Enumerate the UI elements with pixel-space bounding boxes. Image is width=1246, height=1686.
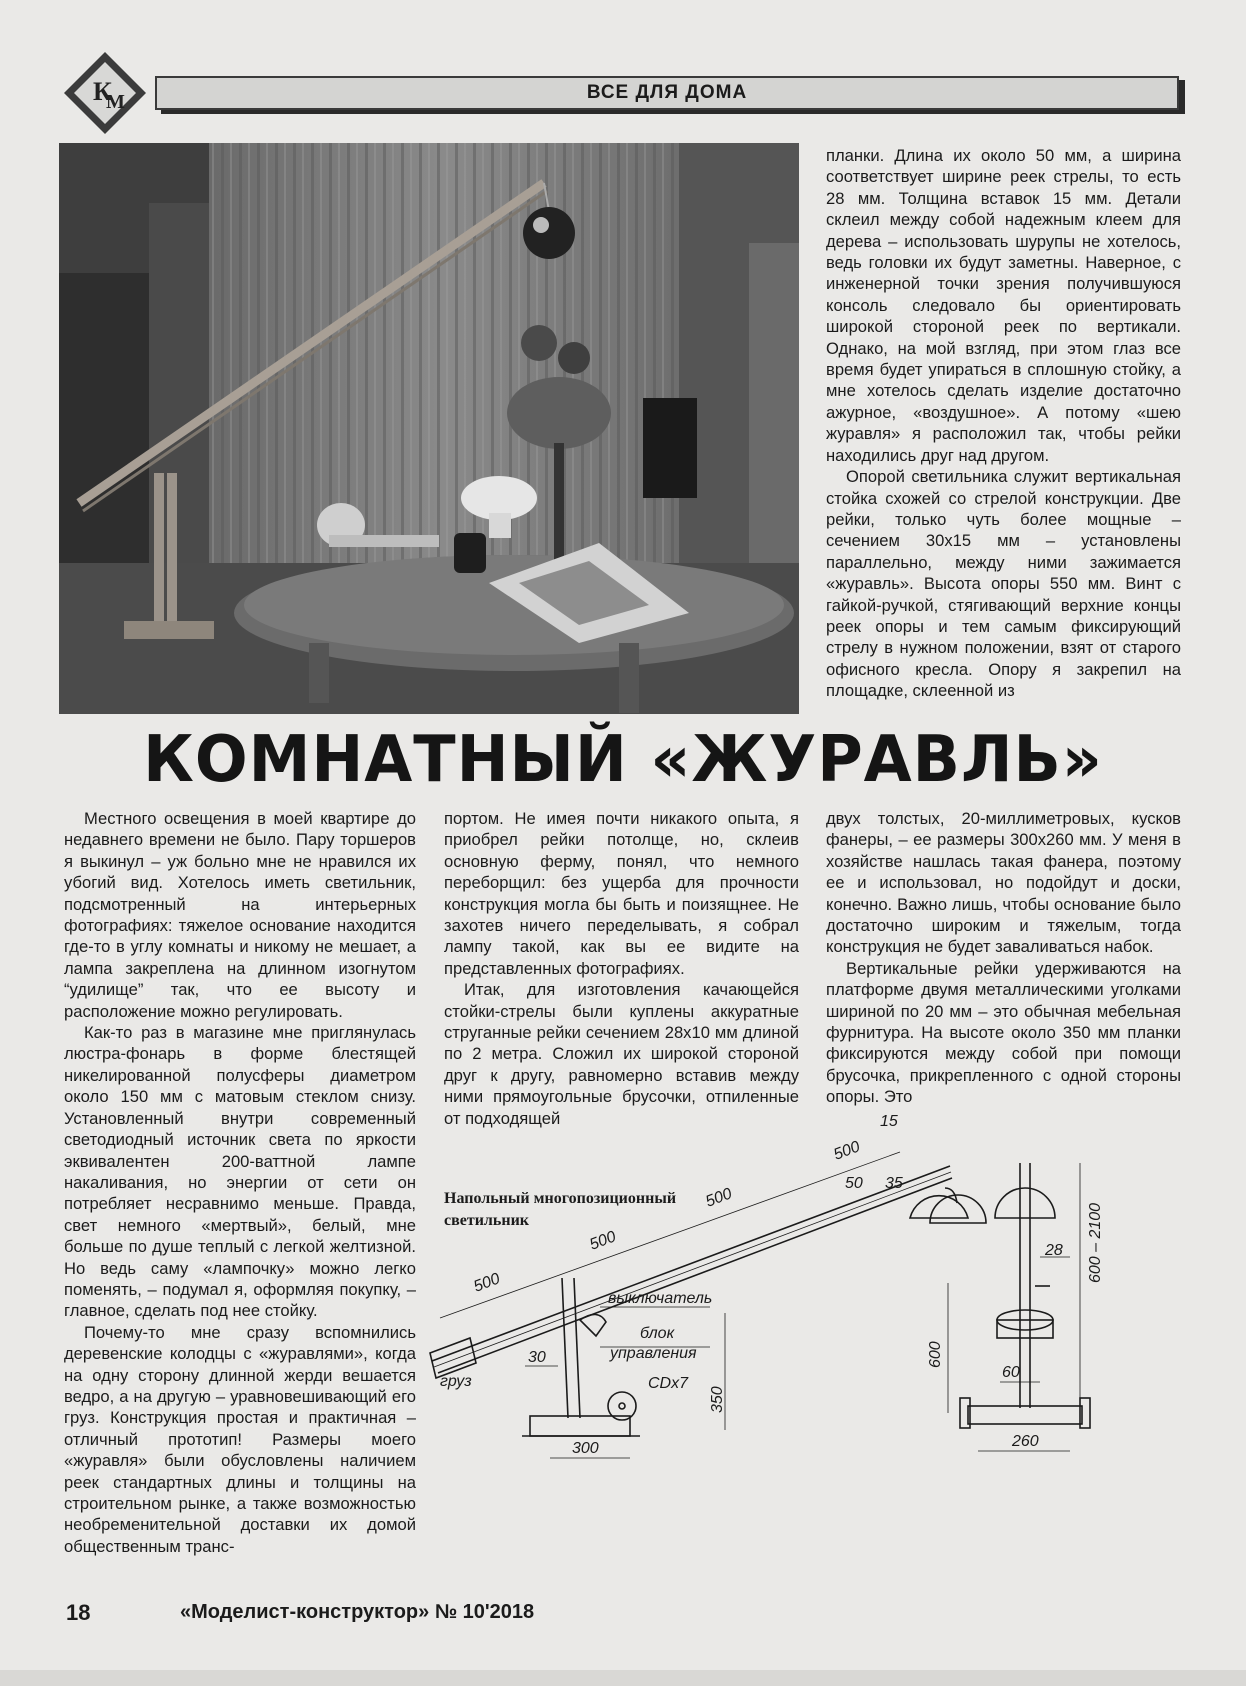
dimension-label: 50 (845, 1175, 863, 1192)
magazine-logo (62, 50, 148, 136)
dimension-label: 260 (1012, 1433, 1039, 1450)
paragraph: Почему-то мне сразу вспомнились деревенские колодцы с «журавлями», когда на одну сторону длинной жерди вешается ведро, а на другую – уравновешивающий его груз. Конструкция простая и практичная – отличный прототип! Размеры моего «журавля» были обусловлены наличием реек стандартных длины и толщины на строительном рынке, а также возможностью необременительной доставки их домой общественным транс- (64, 1322, 416, 1556)
section-title: ВСЕ ДЛЯ ДОМА (586, 82, 748, 103)
dimension-label: 35 (885, 1175, 903, 1192)
dimension-label: 300 (572, 1440, 599, 1457)
dimension-label: 28 (1045, 1242, 1063, 1259)
paragraph: Опорой светильника служит вертикальная стойка схожей со стрелой конструкции. Две рейки, только чуть более мощные – сечением 30х15 мм – установлены параллельно, между ними зажимается «журавль». Высота опоры 550 мм. Винт с гайкой-ручкой, стягивающий верхние концы реек опоры и тем самым фиксирующий стрелу в нужном положении, взят от старого офисного кресла. Опору я закрепил на площадке, склеенной из (826, 467, 1181, 701)
label-weight: груз (440, 1373, 472, 1390)
dimension-label: 350 (709, 1386, 726, 1413)
text-column-2 (444, 808, 799, 1129)
figure-caption: Напольный многопозиционный светильник (444, 1190, 677, 1229)
paragraph: Вертикальные рейки удерживаются на платформе двумя металлическими уголками шириной по 20 мм – это обычная мебельная фурнитура. На высоте около 350 мм планки фиксируются между собой при помощи брусочка, прикрепленного с одной стороны опоры. Это (826, 958, 1181, 1107)
text-column-3 (826, 808, 1181, 1108)
magazine-issue: «Моделист-конструктор» № 10'2018 (180, 1601, 535, 1623)
paragraph: планки. Длина их около 50 мм, а ширина соответствует ширине реек стрелы, то есть 28 мм. Толщина вставок 15 мм. Детали склеил между собой надежным клеем для дерева – использовать шурупы не хотелось, ведь головки их будут заметны. Наверное, с инженерной точки зрения получившуюся консоль следовало бы ориентировать широкой стороной реек по вертикали. Однако, на мой взгляд, при этом глаз все время будет упираться в сплошную стойку, а мне хотелось сделать изделие достаточно ажурное, «воздушное». А потому «шею журавля» я расположил так, чтобы рейки находились друг над другом. (826, 146, 1181, 465)
dimension-label: 500 (587, 1228, 619, 1254)
paragraph: Местного освещения в моей квартире до недавнего времени не было. Пару торшеров я выкинул – уж больно мне не нравился их убогий вид. Хотелось иметь светильник, подсмотренный на интерьерных фотографиях: тяжелое основание находится где-то в углу комнаты и никому не мешает, а лампа закреплена на длинном изогнутом “удилище” так, что ее высоту и расположение можно регулировать. (64, 809, 416, 1021)
svg-text:К: К (93, 77, 112, 106)
dimension-label: 30 (528, 1349, 546, 1366)
text-column-1 (64, 808, 416, 1557)
dimension-label: 500 (471, 1270, 503, 1296)
dimension-label: 15 (880, 1113, 898, 1130)
label-cd: CDx7 (648, 1375, 689, 1392)
paragraph: двух толстых, 20-миллиметровых, кусков фанеры, – ее размеры 300х260 мм. У меня в хозяйстве нашлась такая фанера, поэтому ее и использовал, но подойдут и доски, конечно. Важно лишь, чтобы основание было достаточно широким и тяжелым, тогда конструкция не будет заваливаться набок. (826, 809, 1181, 957)
paragraph: Как-то раз в магазине мне приглянулась люстра-фонарь в форме блестящей никелированной полусферы диаметром около 150 мм с матовым стеклом снизу. Установленный внутри современный светодиодный источник света по яркости эквивалентен 200-ваттной лампе накаливания, но энергии от сети он потребляет несравнимо меньше. Правда, свет немного «мертвый», белый, мне больше по душе теплый с легкой желтизной. Но ведь саму «лампочку» можно легко поменять, – подумал я, оформляя покупку, – главное, сделать под нее стойку. (64, 1023, 416, 1321)
label-control-block: управления (610, 1345, 697, 1362)
lamp-photo (59, 143, 799, 714)
label-control-block: блок (640, 1325, 675, 1342)
dimension-label: 500 (831, 1138, 863, 1164)
svg-text:М: М (106, 91, 125, 113)
article-title: КОМНАТНЫЙ «ЖУРАВЛЬ» (143, 723, 1103, 797)
dimension-label: 60 (1002, 1364, 1020, 1381)
text-column-top-right (826, 145, 1181, 702)
page-number: 18 (66, 1600, 91, 1625)
section-header-bar (155, 76, 1179, 110)
dimension-label: 600 (927, 1341, 944, 1368)
paragraph: портом. Не имея почти никакого опыта, я приобрел рейки потолще, но, склеив основную ферму, понял, что немного переборщил: без ущерба для прочности конструкция могла бы быть и поизящнее. Не захотев ничего переделывать, я собрал лампу такой, как вы ее видите на представленных фотографиях. (444, 809, 799, 978)
technical-drawing (440, 1113, 1200, 1563)
paragraph: Итак, для изготовления качающейся стойки-стрелы были куплены аккуратные струганные рейки сечением 28х10 мм длиной по 2 метра. Сложил их широкой стороной друг к другу, равномерно вставив между ними прямоугольные брусочки, отпиленные от подходящей (444, 980, 799, 1128)
dimension-label: 600 – 2100 (1087, 1202, 1104, 1283)
dimension-label: 500 (703, 1185, 735, 1211)
label-switch: выключатель (608, 1290, 713, 1307)
